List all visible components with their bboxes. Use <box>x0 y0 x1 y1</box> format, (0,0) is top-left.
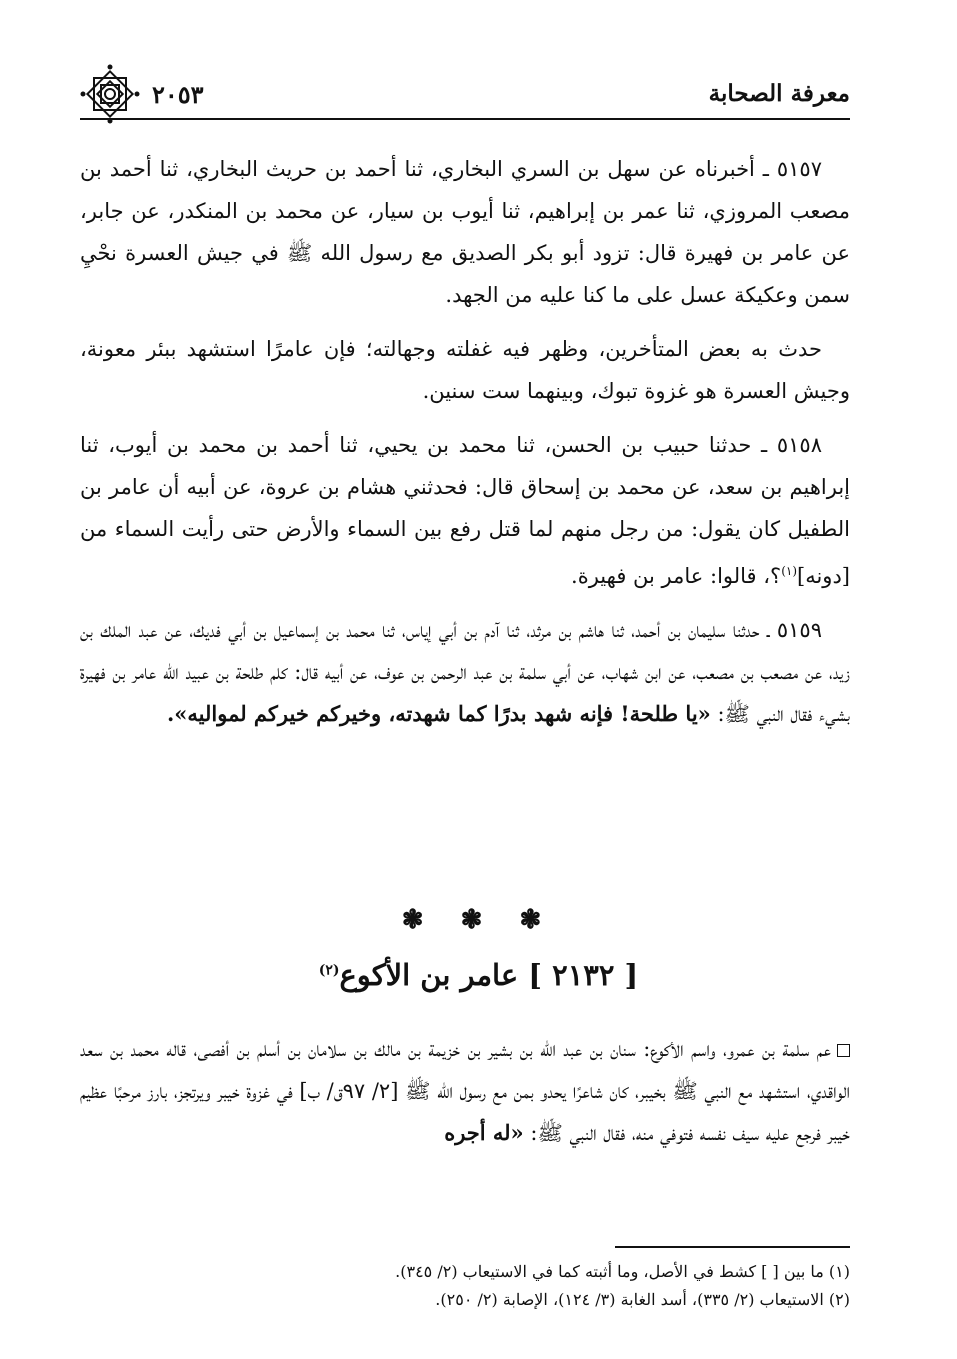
section-heading <box>0 958 957 992</box>
prophetic-quote: «له أجره <box>444 1120 524 1145</box>
entry-text: ـ أخبرناه عن سهل بن السري البخاري، ثنا أحمد بن حريث البخاري، ثنا أحمد بن مصعب المروزي، ثنا عمر بن إبراهيم، ثنا أيوب بن سيار، عن محمد بن المنكدر، عن جابر، عن عامر بن فهيرة قال: تزود أبو بكر الصديق مع رسول الله ﷺ في جيش العسرة نحْيِ سمن وعكيكة عسل على ما كنا عليه من الجهد. <box>80 157 851 307</box>
footnotes <box>80 1258 850 1314</box>
section-text-plain: عم سلمة بن عمرو، واسم الأكوع: سنان بن عبد الله بن بشير بن خزيمة بن مالك بن سلامان بن أسلم بن أفصى، قاله محمد بن سعد الواقدي، استشهد مع النبي ﷺ بخيبر، كان شاعرًا يحدو بمن مع رسول الله ﷺ [٢/ ٩٧ق/ ب] في غزوة خيبر ويرتجز، بارز مرحبًا عظيم خيبر فرجع عليه سيف نفسه فتوفي منه، فقال النبي ﷺ: <box>80 1037 850 1145</box>
prophetic-quote: «يا طلحة! فإنه شهد بدرًا كما شهدته، وخيركم خيركم لمواليه». <box>166 701 711 726</box>
hadith-5157 <box>80 148 850 316</box>
footnote-ref: (٢) <box>318 962 340 979</box>
page-number: ٢٠٥٣ <box>152 80 204 109</box>
page-header <box>80 70 850 118</box>
entry-text: ـ حدثنا سليمان بن أحمد، ثنا هاشم بن مرثد، ثنا آدم بن أبي إياس، ثنا محمد بن إسماعيل بن أبي فديك، عن عبد الملك بن زيد، عن مصعب بن مصعب، عن ابن شهاب، عن أبي سلمة بن عبد الرحمن بن عوف، عن أبيه قال: كلم طلحة بن عبيد الله عامر بن فهيرة بشيء فقال النبي ﷺ: <box>80 618 850 726</box>
entry-number: ٥١٥٧ <box>776 157 822 181</box>
commentary-paragraph <box>80 328 850 412</box>
footnote-2: (٢) الاستيعاب (٢/ ٣٣٥)، أسد الغابة (٣/ ١٢٤)، الإصابة (٢/ ٢٥٠). <box>435 1290 850 1309</box>
section-title: [ ٢١٣٢ ] عامر بن الأكوع <box>339 958 639 992</box>
footnote-1: (١) ما بين [ ] كشط في الأصل، وما أثبته كما في الاستيعاب (٢/ ٣٤٥). <box>395 1262 850 1281</box>
entry-number: ٥١٥٨ <box>776 433 822 457</box>
hadith-5159 <box>80 609 850 735</box>
header-rule <box>80 118 850 120</box>
entry-text: ـ حدثنا حبيب بن الحسن، ثنا محمد بن يحيي، ثنا أحمد بن محمد بن أيوب، ثنا إبراهيم بن سعد، عن محمد بن إسحاق قال: فحدثني هشام بن عروة، عن أبيه أن عامر بن الطفيل كان يقول: من رجل منهم لما قتل رفع بين السماء والأرض حتى رأيت السماء من [دونه] <box>80 433 850 588</box>
footnote-rule <box>615 1246 850 1248</box>
octagram-ornament-icon <box>80 64 140 124</box>
main-text <box>80 148 850 747</box>
running-title: معرفة الصحابة <box>708 80 850 107</box>
biography-paragraph <box>80 1028 850 1154</box>
entry-text: حدث به بعض المتأخرين، وظهر فيه غفلته وجهالته؛ فإن عامرًا استشهد ببئر معونة، وجيش العسرة هو غزوة تبوك، وبينهما ست سنين. <box>80 337 850 403</box>
hadith-5158 <box>80 424 850 597</box>
section-text <box>80 1028 850 1166</box>
square-marker-icon <box>837 1044 850 1057</box>
entry-text-end: ؟، قالوا: عامر بن فهيرة. <box>571 564 782 588</box>
footnote-ref: (١) <box>781 564 798 578</box>
entry-number: ٥١٥٩ <box>776 618 822 642</box>
section-separator: ❃ ❃ ❃ <box>401 905 556 935</box>
